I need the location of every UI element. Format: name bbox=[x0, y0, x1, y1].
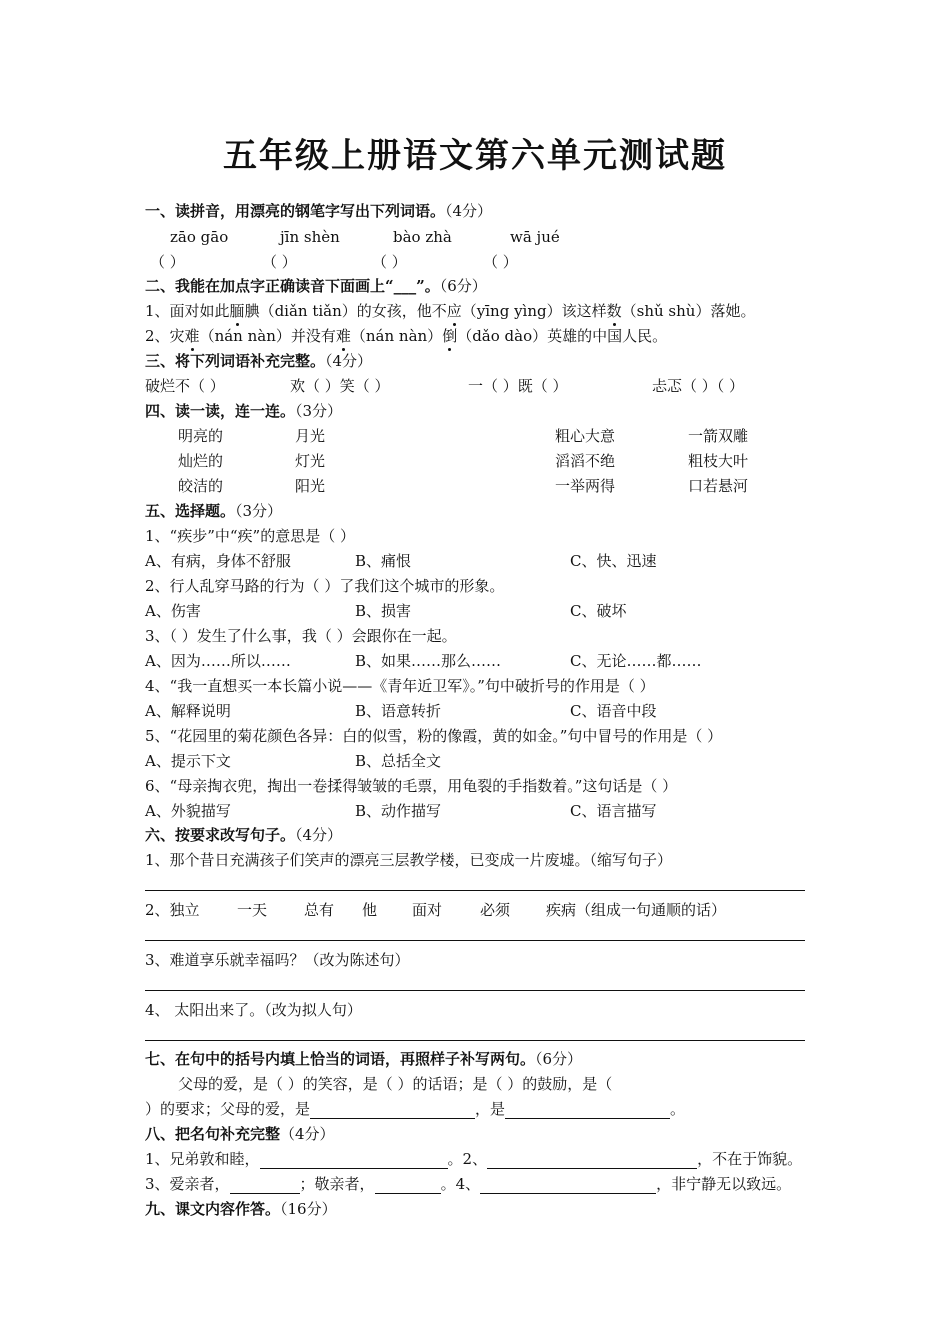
text: 1、兄弟敦和睦， bbox=[145, 1150, 260, 1168]
section-6-heading bbox=[145, 825, 342, 845]
match-idiom-left-1: 粗心大意 bbox=[555, 427, 616, 445]
word-1: 2、独立 bbox=[145, 901, 200, 919]
text: 2、灾 bbox=[145, 327, 185, 345]
match-idiom-left-3: 一举两得 bbox=[555, 477, 616, 495]
fill-blank[interactable] bbox=[487, 1152, 697, 1169]
rewrite-question-1: 1、那个昔日充满孩子们笑声的漂亮三层教学楼，已变成一片废墟。（缩写句子） bbox=[145, 851, 673, 869]
text: 。2、 bbox=[447, 1150, 488, 1168]
section-8-heading bbox=[145, 1124, 335, 1144]
mc-question-4: 4、“我一直想买一本长篇小说——《青年近卫军》。”句中破折号的作用是（ ） bbox=[145, 677, 655, 695]
section-3-heading bbox=[145, 351, 372, 371]
answer-line[interactable] bbox=[145, 990, 805, 991]
text: （dǎo dào）英雄的中国人民。 bbox=[457, 327, 668, 345]
section-3-score: （4分） bbox=[325, 352, 373, 370]
word-3: 总有 bbox=[304, 901, 335, 919]
answer-bracket-4: （ ） bbox=[483, 253, 518, 271]
mc-option-b: B、痛恨 bbox=[355, 552, 412, 570]
match-right-2: 灯光 bbox=[295, 452, 326, 470]
pinyin-4: wā jué bbox=[510, 228, 560, 246]
mc-option-b: B、动作描写 bbox=[355, 802, 442, 820]
section-5-score: （3分） bbox=[235, 502, 283, 520]
section-9-heading-text: 九、课文内容作答。 bbox=[145, 1200, 281, 1218]
word-7: 疾病（组成一句通顺的话） bbox=[546, 901, 727, 919]
text: （nán nàn） bbox=[350, 327, 443, 345]
fill-blank[interactable] bbox=[505, 1102, 670, 1119]
fill-blank[interactable] bbox=[230, 1177, 300, 1194]
section-2-score: （6分） bbox=[439, 277, 487, 295]
section-3-heading-text: 三、将下列词语补充完整。 bbox=[145, 352, 326, 370]
word-4: 他 bbox=[362, 901, 378, 919]
match-idiom-right-3: 口若悬河 bbox=[688, 477, 749, 495]
text: （nán nàn）并没有 bbox=[199, 327, 336, 345]
section-1-score: （4分） bbox=[445, 202, 493, 220]
match-right-1: 月光 bbox=[295, 427, 326, 445]
section-8-score: （4分） bbox=[280, 1125, 335, 1143]
section-7-heading-text: 七、在句中的括号内填上恰当的词语，再照样子补写两句。 bbox=[145, 1050, 536, 1068]
dotted-char: 腼 bbox=[229, 302, 245, 320]
section-8-line-1 bbox=[145, 1149, 802, 1169]
section-1-heading-text: 一、读拼音，用漂亮的钢笔字写出下列词语。 bbox=[145, 202, 446, 220]
mc-option-b: B、损害 bbox=[355, 602, 412, 620]
section-2-heading-text: 二、我能在加点字正确读音下面画上“___”。 bbox=[145, 277, 440, 295]
idiom-item-2: 欢（ ）笑（ ） bbox=[290, 377, 390, 395]
mc-option-a: A、解释说明 bbox=[145, 702, 231, 720]
answer-line[interactable] bbox=[145, 1040, 805, 1041]
section-6-heading-text: 六、按要求改写句子。 bbox=[145, 826, 296, 844]
text: ）的要求；父母的爱，是 bbox=[145, 1100, 311, 1118]
mc-option-c: C、破坏 bbox=[570, 602, 627, 620]
section-7-score: （6分） bbox=[535, 1050, 583, 1068]
idiom-item-3: 一（ ）既（ ） bbox=[468, 377, 568, 395]
match-left-1: 明亮的 bbox=[178, 427, 224, 445]
mc-option-b: B、如果……那么…… bbox=[355, 652, 502, 670]
dotted-char: 难 bbox=[335, 327, 351, 345]
idiom-item-1: 破烂不（ ） bbox=[145, 377, 225, 395]
section-8-line-2 bbox=[145, 1174, 791, 1194]
mc-question-3: 3、（ ）发生了什么事，我（ ）会跟你在一起。 bbox=[145, 627, 457, 645]
mc-question-5: 5、“花园里的菊花颜色各异：白的似雪，粉的像霞，黄的如金。”句中冒号的作用是（ ） bbox=[145, 727, 723, 745]
match-left-3: 皎洁的 bbox=[178, 477, 224, 495]
section-2-heading bbox=[145, 276, 487, 296]
mc-option-a: A、提示下文 bbox=[145, 752, 231, 770]
section-4-score: （3分） bbox=[295, 402, 343, 420]
fill-blank[interactable] bbox=[375, 1177, 441, 1194]
fill-blank[interactable] bbox=[260, 1152, 448, 1169]
mc-option-c: C、语音中段 bbox=[570, 702, 657, 720]
dotted-char: 数 bbox=[606, 302, 622, 320]
text: 。 bbox=[670, 1100, 686, 1118]
section-7-line-1: 父母的爱，是（ ）的笑容，是（ ）的话语；是（ ）的鼓励，是（ bbox=[178, 1075, 613, 1093]
fill-blank[interactable] bbox=[310, 1102, 475, 1119]
word-5: 面对 bbox=[412, 901, 443, 919]
word-6: 必须 bbox=[480, 901, 511, 919]
text: ，不在于饰貌。 bbox=[697, 1150, 803, 1168]
mc-question-6: 6、“母亲掏衣兜，掏出一卷揉得皱皱的毛票，用龟裂的手指数着。”这句话是（ ） bbox=[145, 777, 678, 795]
rewrite-question-3: 3、难道享乐就幸福吗？（改为陈述句） bbox=[145, 951, 410, 969]
answer-line[interactable] bbox=[145, 940, 805, 941]
section-8-heading-text: 八、把名句补充完整 bbox=[145, 1125, 281, 1143]
mc-question-2: 2、行人乱穿马路的行为（ ）了我们这个城市的形象。 bbox=[145, 577, 505, 595]
match-idiom-right-1: 一箭双雕 bbox=[688, 427, 749, 445]
dotted-char: 应 bbox=[446, 302, 462, 320]
mc-option-b: B、总括全文 bbox=[355, 752, 442, 770]
fill-blank[interactable] bbox=[480, 1177, 656, 1194]
text: ；敬亲者， bbox=[299, 1175, 375, 1193]
match-idiom-left-2: 滔滔不绝 bbox=[555, 452, 616, 470]
section-5-heading bbox=[145, 501, 282, 521]
page-title: 五年级上册语文第六单元测试题 bbox=[223, 136, 727, 176]
mc-option-a: A、因为……所以…… bbox=[145, 652, 291, 670]
text: 腆（diǎn tiǎn）的女孩，他不 bbox=[244, 302, 447, 320]
pinyin-3: bào zhà bbox=[393, 228, 452, 246]
section-2-line-1 bbox=[145, 301, 755, 321]
section-6-score: （4分） bbox=[295, 826, 343, 844]
dotted-char: 倒 bbox=[442, 327, 458, 345]
match-idiom-right-2: 粗枝大叶 bbox=[688, 452, 749, 470]
answer-line[interactable] bbox=[145, 890, 805, 891]
text: （yīng yìng）该这样 bbox=[461, 302, 607, 320]
word-2: 一天 bbox=[237, 901, 268, 919]
text: ，非宁静无以致远。 bbox=[656, 1175, 792, 1193]
pinyin-2: jīn shèn bbox=[280, 228, 340, 246]
text: 3、爱亲者， bbox=[145, 1175, 230, 1193]
answer-bracket-3: （ ） bbox=[372, 253, 407, 271]
answer-bracket-2: （ ） bbox=[262, 253, 297, 271]
mc-option-c: C、无论……都…… bbox=[570, 652, 702, 670]
match-left-2: 灿烂的 bbox=[178, 452, 224, 470]
mc-option-a: A、外貌描写 bbox=[145, 802, 231, 820]
mc-question-1: 1、“疾步”中“疾”的意思是（ ） bbox=[145, 527, 355, 545]
answer-bracket-1: （ ） bbox=[150, 253, 185, 271]
section-9-score: （16分） bbox=[280, 1200, 337, 1218]
section-7-line-2 bbox=[145, 1099, 685, 1119]
pinyin-1: zāo gāo bbox=[170, 228, 229, 246]
mc-option-a: A、伤害 bbox=[145, 602, 201, 620]
section-4-heading bbox=[145, 401, 342, 421]
text: ，是 bbox=[475, 1100, 506, 1118]
section-2-line-2 bbox=[145, 326, 667, 346]
idiom-item-4: 忐忑（ ）（ ） bbox=[652, 377, 745, 395]
dotted-char: 难 bbox=[184, 327, 200, 345]
section-4-heading-text: 四、读一读，连一连。 bbox=[145, 402, 296, 420]
section-5-heading-text: 五、选择题。 bbox=[145, 502, 236, 520]
text: （shǔ shù）落她。 bbox=[621, 302, 756, 320]
match-right-3: 阳光 bbox=[295, 477, 326, 495]
mc-option-a: A、有病，身体不舒服 bbox=[145, 552, 291, 570]
section-1-heading bbox=[145, 201, 492, 221]
text: 。4、 bbox=[440, 1175, 481, 1193]
mc-option-c: C、语言描写 bbox=[570, 802, 657, 820]
rewrite-question-4: 4、 太阳出来了。（改为拟人句） bbox=[145, 1001, 362, 1019]
mc-option-b: B、语意转折 bbox=[355, 702, 442, 720]
section-7-heading bbox=[145, 1049, 582, 1069]
section-9-heading bbox=[145, 1199, 337, 1219]
mc-option-c: C、快、迅速 bbox=[570, 552, 657, 570]
text: 1、面对如此 bbox=[145, 302, 230, 320]
